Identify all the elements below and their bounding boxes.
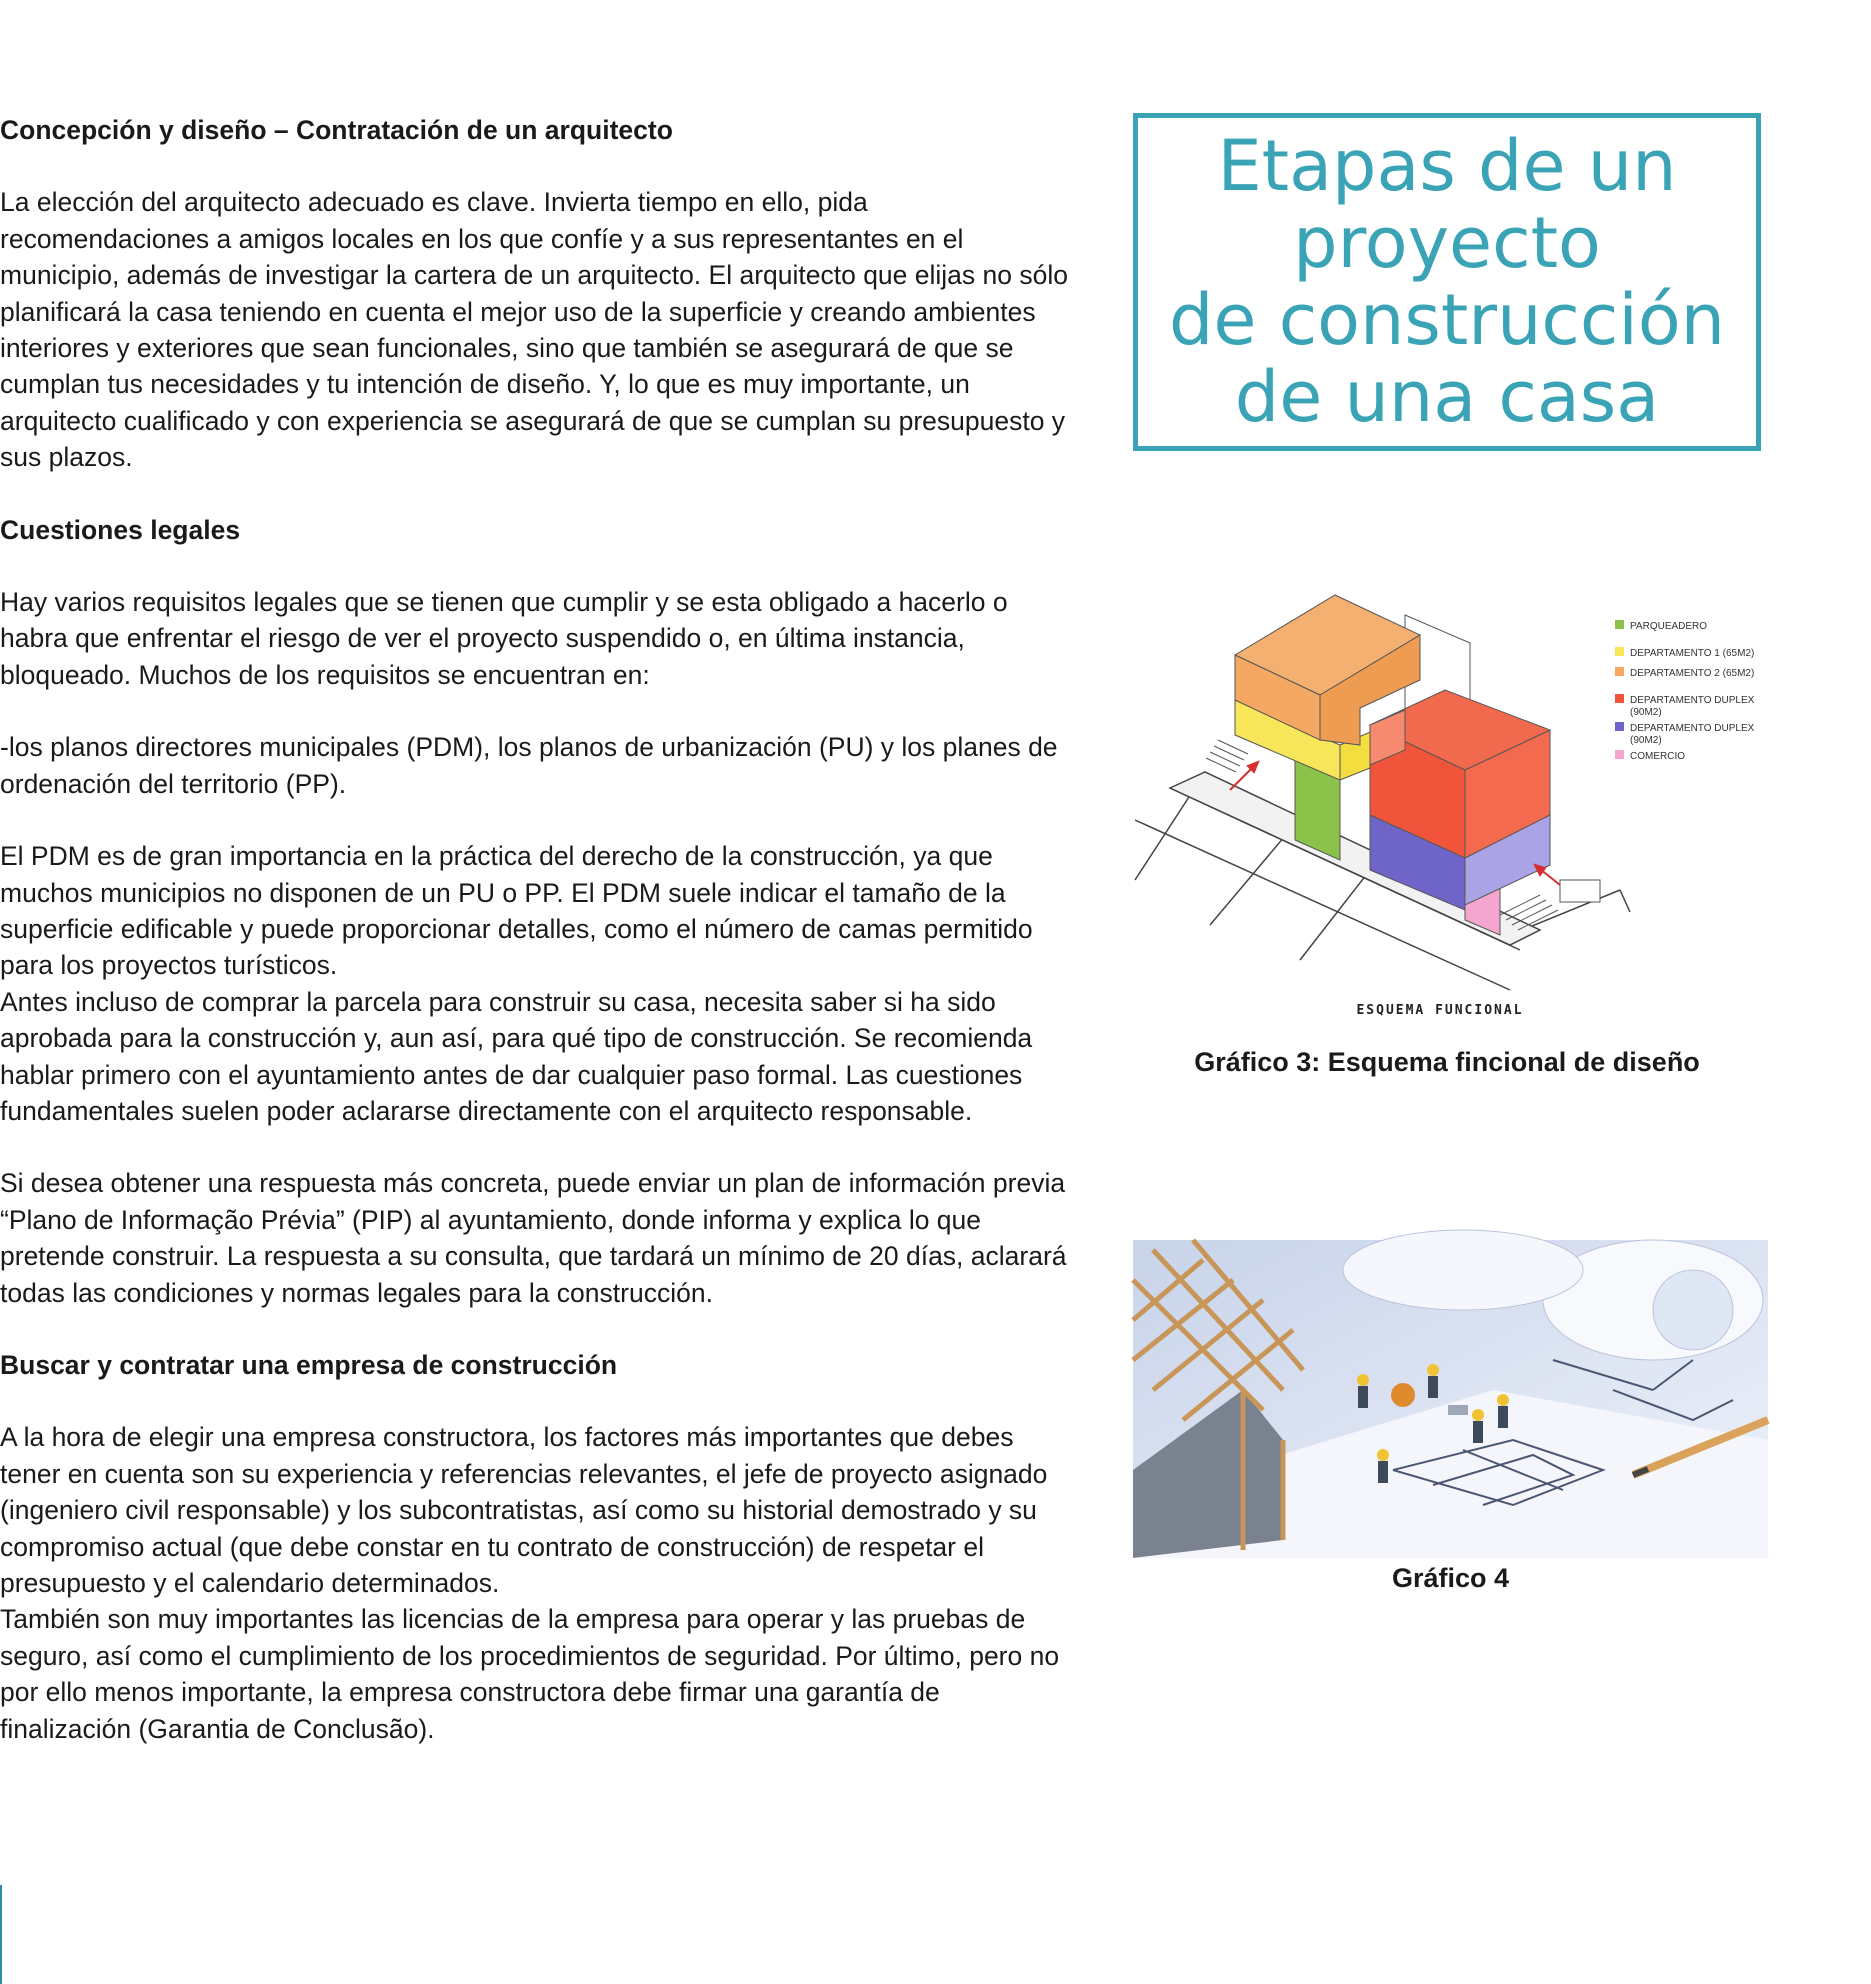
- legend-label: DEPARTAMENTO 1 (65M2): [1630, 648, 1755, 659]
- construction-photo: [1133, 1240, 1768, 1558]
- paragraph-pdm: El PDM es de gran importancia en la práctica del derecho de la construcción, ya que muchos municipios no disponen de un PU o PP. El PDM suele indicar el tamaño de la superficie edificable y puede proporcionar detalles, como el número de camas permitido para los proyectos turísticos.: [0, 841, 1033, 981]
- paragraph-company-factors: A la hora de elegir una empresa constructora, los factores más importantes que debes tener en cuenta son su experiencia y referencias relevantes, el jefe de proyecto asignado (ingeniero civil responsable) y los subcontratistas, así como su historial demostrado y su compromiso actual (que debe constar en tu contrato de construcción) de respetar el presupuesto y el calendario determinados.: [0, 1422, 1048, 1598]
- section-heading-legal: Cuestiones legales: [0, 514, 241, 545]
- legend-swatch: [1615, 694, 1624, 703]
- section-heading-architect: Concepción y diseño – Contratación de un arquitecto: [0, 115, 673, 145]
- legend-label: DEPARTAMENTO 2 (65M2): [1630, 668, 1755, 679]
- title-line: Etapas de un: [1217, 125, 1677, 207]
- title-line: de una casa: [1234, 356, 1660, 438]
- page-title: [1168, 125, 1726, 438]
- title-line: proyecto: [1293, 202, 1601, 284]
- paragraph-pip: Si desea obtener una respuesta más concreta, puede enviar un plan de información previa “Plano de Informação Prévia” (PIP) al ayuntamiento, donde informa y explica lo que pretende construir. La respuesta a su consulta, que tardará un mínimo de 20 días, aclarará todas las condiciones y normas legales para la construcción.: [0, 1168, 1067, 1308]
- diagram-legend: [1615, 620, 1755, 762]
- title-line: de construcción: [1168, 279, 1726, 361]
- legend-label: PARQUEADERO: [1630, 621, 1708, 632]
- page-margin-line: [0, 1885, 2, 1984]
- diagram-label: ESQUEMA FUNCIONAL: [1356, 1003, 1524, 1018]
- legend-swatch: [1615, 722, 1624, 731]
- title-box: [1133, 113, 1761, 451]
- paragraph-company-licenses: También son muy importantes las licencias de la empresa para operar y las pruebas de seguro, así como el cumplimiento de los procedimientos de seguridad. Por último, pero no por ello menos importante, la empresa constructora debe firmar una garantía de finalización (Garantia de Conclusão).: [0, 1604, 1060, 1744]
- figure-caption-4: Gráfico 4: [1391, 1563, 1510, 1593]
- isometric-building-diagram: [1130, 540, 1760, 1018]
- section-heading-construction-company: Buscar y contratar una empresa de construcción: [0, 1349, 618, 1380]
- legend-label: DEPARTAMENTO DUPLEX: [1630, 723, 1755, 734]
- main-text-column: [0, 112, 1075, 1783]
- legend-swatch: [1615, 647, 1624, 656]
- paragraph-plot-approval: Antes incluso de comprar la parcela para construir su casa, necesita saber si ha sido aprobada para la construcción y, aun así, para qué tipo de construcción. Se recomienda hablar primero con el ayuntamiento antes de dar cualquier paso formal. Las cuestiones fundamentales suelen poder aclararse directamente con el arquitecto responsable.: [0, 986, 1033, 1126]
- legend-swatch: [1615, 620, 1624, 629]
- construction-illustration: [1133, 1240, 1768, 1558]
- legend-swatch: [1615, 750, 1624, 759]
- paragraph-legal-requirements: Hay varios requisitos legales que se tienen que cumplir y se esta obligado a hacerlo o habra que enfrentar el riesgo de ver el proyecto suspendido o, en última instancia, bloqueado. Muchos de los requisitos se encuentran en:: [0, 587, 1008, 690]
- figure-caption-3: Gráfico 3: Esquema fincional de diseño: [1194, 1047, 1700, 1077]
- legend-label: (90M2): [1630, 735, 1662, 746]
- legend-label: (90M2): [1630, 707, 1662, 718]
- legend-label: COMERCIO: [1630, 751, 1685, 762]
- legend-swatch: [1615, 667, 1624, 676]
- paragraph-architect: La elección del arquitecto adecuado es clave. Invierta tiempo en ello, pida recomendaciones a amigos locales en los que confíe y a sus representantes en el municipio, además de investigar la cartera de un arquitecto. El arquitecto que elijas no sólo planificará la casa teniendo en cuenta el mejor uso de la superficie y creando ambientes interiores y exteriores que sean funcionales, sino que también se asegurará de que se cumplan tus necesidades y tu intención de diseño. Y, lo que es muy importante, un arquitecto cualificado y con experiencia se asegurará de que se cumplan su presupuesto y sus plazos.: [0, 187, 1068, 473]
- legend-label: DEPARTAMENTO DUPLEX: [1630, 695, 1755, 706]
- functional-diagram: [1130, 540, 1760, 1018]
- paragraph-legal-plans: -los planos directores municipales (PDM), los planos de urbanización (PU) y los planes de ordenación del territorio (PP).: [0, 732, 1058, 799]
